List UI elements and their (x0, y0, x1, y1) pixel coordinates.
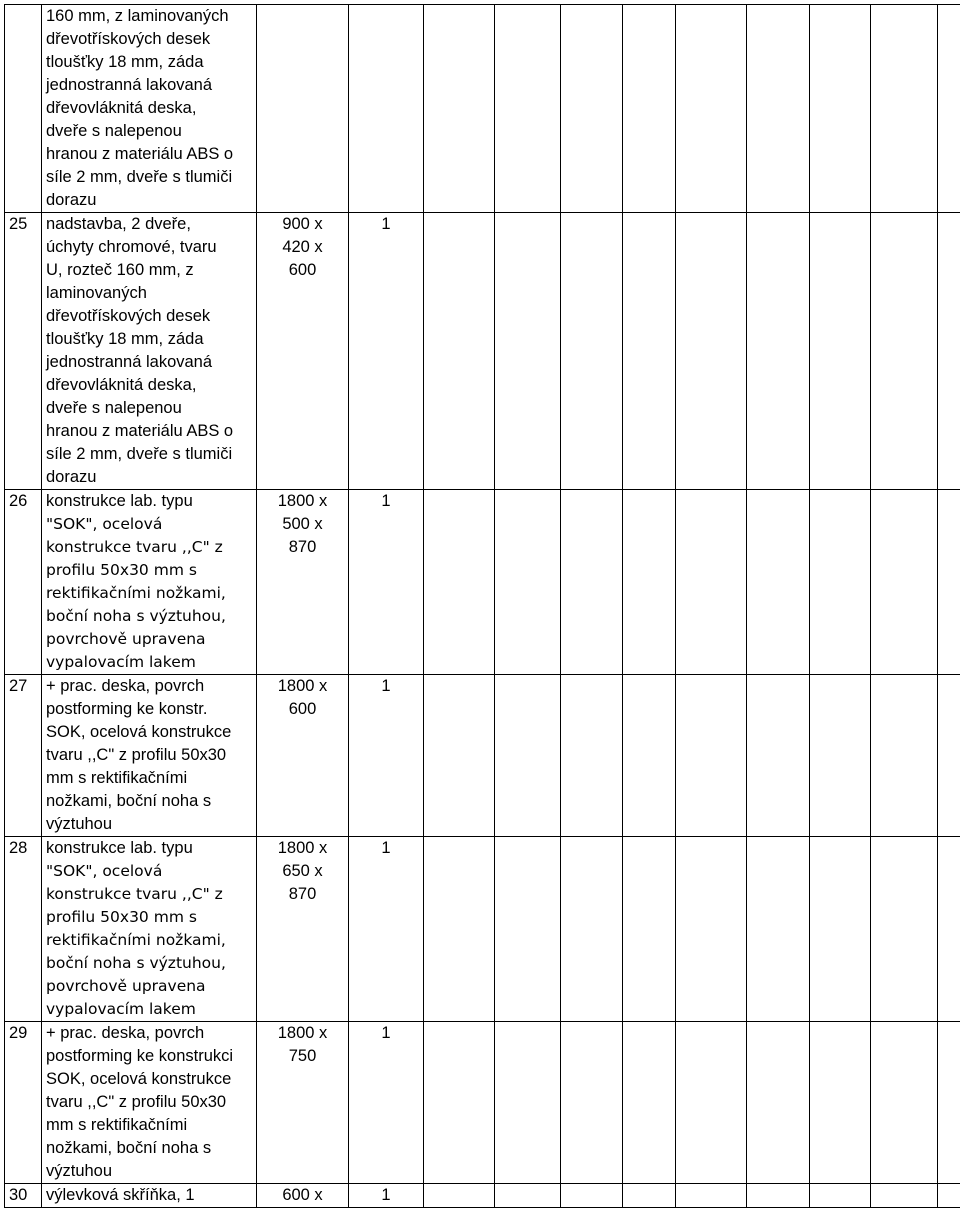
item-number: 26 (5, 490, 42, 675)
empty-cell (747, 837, 810, 1022)
description-line: tloušťky 18 mm, záda (46, 51, 256, 74)
empty-cell (747, 1022, 810, 1184)
description-line: konstrukce lab. typu (46, 490, 256, 513)
description-line: rektifikačními nožkami, (46, 582, 256, 605)
description-line: mm s rektifikačními (46, 1114, 256, 1137)
empty-cell (676, 837, 747, 1022)
empty-cell (747, 675, 810, 837)
empty-cell (871, 213, 938, 490)
table-body (5, 5, 960, 1208)
dimension-line: 1800 x (257, 675, 348, 698)
table-row (5, 5, 960, 213)
description-line: povrchově upravena (46, 628, 256, 651)
item-quantity: 1 (349, 1022, 424, 1184)
empty-cell (495, 5, 561, 213)
description-line: konstrukce lab. typu (46, 837, 256, 860)
dimension-line: 1800 x (257, 490, 348, 513)
description-line: jednostranná lakovaná (46, 351, 256, 374)
item-dimensions (257, 837, 349, 1022)
empty-cell (495, 490, 561, 675)
empty-cell (810, 1022, 871, 1184)
table-row (5, 213, 960, 490)
item-description (42, 1184, 257, 1208)
description-line: dorazu (46, 466, 256, 489)
item-quantity: 1 (349, 1184, 424, 1208)
description-line: hranou z materiálu ABS o (46, 420, 256, 443)
empty-cell (561, 675, 623, 837)
description-line: nožkami, boční noha s (46, 790, 256, 813)
empty-cell (938, 675, 960, 837)
description-line: boční noha s výztuhou, (46, 952, 256, 975)
item-dimensions (257, 5, 349, 213)
description-line: jednostranná lakovaná (46, 74, 256, 97)
description-line: výlevková skříňka, 1 (46, 1184, 256, 1207)
description-line: síle 2 mm, dveře s tlumiči (46, 443, 256, 466)
dimension-line: 600 (257, 259, 348, 282)
description-line: 160 mm, z laminovaných (46, 5, 256, 28)
empty-cell (810, 490, 871, 675)
empty-cell (747, 213, 810, 490)
empty-cell (424, 213, 495, 490)
description-line: výztuhou (46, 1160, 256, 1183)
empty-cell (495, 837, 561, 1022)
empty-cell (938, 490, 960, 675)
description-line: boční noha s výztuhou, (46, 605, 256, 628)
description-line: vypalovacím lakem (46, 651, 256, 674)
empty-cell (810, 837, 871, 1022)
description-line: konstrukce tvaru ,,C" z (46, 536, 256, 559)
description-line: nožkami, boční noha s (46, 1137, 256, 1160)
empty-cell (424, 675, 495, 837)
empty-cell (810, 1184, 871, 1208)
description-line: dřevotřískových desek (46, 305, 256, 328)
description-line: profilu 50x30 mm s (46, 559, 256, 582)
description-line: postforming ke konstr. (46, 698, 256, 721)
empty-cell (561, 1184, 623, 1208)
description-line: dřevotřískových desek (46, 28, 256, 51)
item-number: 29 (5, 1022, 42, 1184)
empty-cell (871, 675, 938, 837)
dimension-line: 870 (257, 883, 348, 906)
item-number: 25 (5, 213, 42, 490)
specification-table (4, 4, 960, 1208)
description-line: SOK, ocelová konstrukce (46, 721, 256, 744)
dimension-line: 1800 x (257, 837, 348, 860)
empty-cell (424, 1184, 495, 1208)
description-line: dveře s nalepenou (46, 397, 256, 420)
dimension-line: 600 x (257, 1184, 348, 1207)
empty-cell (424, 837, 495, 1022)
dimension-line: 600 (257, 698, 348, 721)
item-quantity: 1 (349, 837, 424, 1022)
table-row (5, 1184, 960, 1208)
item-quantity (349, 5, 424, 213)
description-line: SOK, ocelová konstrukce (46, 1068, 256, 1091)
empty-cell (561, 837, 623, 1022)
table-row (5, 675, 960, 837)
description-line: postforming ke konstrukci (46, 1045, 256, 1068)
empty-cell (871, 5, 938, 213)
description-line: dřevovláknitá deska, (46, 374, 256, 397)
item-quantity: 1 (349, 490, 424, 675)
empty-cell (623, 1184, 676, 1208)
dimension-line: 650 x (257, 860, 348, 883)
table-row (5, 1022, 960, 1184)
item-quantity: 1 (349, 675, 424, 837)
item-number: 30 (5, 1184, 42, 1208)
item-dimensions (257, 490, 349, 675)
empty-cell (623, 675, 676, 837)
empty-cell (561, 1022, 623, 1184)
description-line: + prac. deska, povrch (46, 675, 256, 698)
empty-cell (561, 213, 623, 490)
table-row (5, 837, 960, 1022)
description-line: mm s rektifikačními (46, 767, 256, 790)
empty-cell (623, 490, 676, 675)
empty-cell (871, 1184, 938, 1208)
item-dimensions (257, 1184, 349, 1208)
empty-cell (747, 5, 810, 213)
description-line: dveře s nalepenou (46, 120, 256, 143)
description-line: síle 2 mm, dveře s tlumiči (46, 166, 256, 189)
empty-cell (871, 490, 938, 675)
empty-cell (424, 5, 495, 213)
description-line: + prac. deska, povrch (46, 1022, 256, 1045)
description-line: povrchově upravena (46, 975, 256, 998)
description-line: "SOK", ocelová (46, 513, 256, 536)
empty-cell (871, 1022, 938, 1184)
description-line: rektifikačními nožkami, (46, 929, 256, 952)
empty-cell (495, 1184, 561, 1208)
empty-cell (810, 675, 871, 837)
item-dimensions (257, 213, 349, 490)
empty-cell (810, 5, 871, 213)
description-line: výztuhou (46, 813, 256, 836)
item-number: 27 (5, 675, 42, 837)
description-line: hranou z materiálu ABS o (46, 143, 256, 166)
description-line: nadstavba, 2 dveře, (46, 213, 256, 236)
description-line: "SOK", ocelová (46, 860, 256, 883)
empty-cell (676, 490, 747, 675)
item-description (42, 5, 257, 213)
item-description (42, 837, 257, 1022)
item-description (42, 1022, 257, 1184)
empty-cell (938, 837, 960, 1022)
empty-cell (623, 1022, 676, 1184)
description-line: profilu 50x30 mm s (46, 906, 256, 929)
description-line: úchyty chromové, tvaru (46, 236, 256, 259)
empty-cell (676, 1184, 747, 1208)
table-row (5, 490, 960, 675)
empty-cell (676, 213, 747, 490)
description-line: dřevovláknitá deska, (46, 97, 256, 120)
empty-cell (938, 1022, 960, 1184)
empty-cell (495, 1022, 561, 1184)
item-dimensions (257, 675, 349, 837)
description-line: dorazu (46, 189, 256, 212)
item-dimensions (257, 1022, 349, 1184)
dimension-line: 870 (257, 536, 348, 559)
dimension-line: 900 x (257, 213, 348, 236)
empty-cell (938, 213, 960, 490)
empty-cell (810, 213, 871, 490)
description-line: laminovaných (46, 282, 256, 305)
description-line: tvaru ,,C" z profilu 50x30 (46, 744, 256, 767)
description-line: tvaru ,,C" z profilu 50x30 (46, 1091, 256, 1114)
empty-cell (424, 1022, 495, 1184)
empty-cell (938, 1184, 960, 1208)
description-line: konstrukce tvaru ,,C" z (46, 883, 256, 906)
empty-cell (495, 213, 561, 490)
dimension-line: 420 x (257, 236, 348, 259)
empty-cell (676, 675, 747, 837)
empty-cell (424, 490, 495, 675)
dimension-line: 750 (257, 1045, 348, 1068)
empty-cell (561, 490, 623, 675)
dimension-line: 500 x (257, 513, 348, 536)
item-number (5, 5, 42, 213)
empty-cell (938, 5, 960, 213)
description-line: vypalovacím lakem (46, 998, 256, 1021)
item-description (42, 213, 257, 490)
empty-cell (747, 1184, 810, 1208)
empty-cell (623, 837, 676, 1022)
item-number: 28 (5, 837, 42, 1022)
empty-cell (495, 675, 561, 837)
description-line: tloušťky 18 mm, záda (46, 328, 256, 351)
item-description (42, 490, 257, 675)
item-quantity: 1 (349, 213, 424, 490)
empty-cell (676, 5, 747, 213)
empty-cell (747, 490, 810, 675)
description-line: U, rozteč 160 mm, z (46, 259, 256, 282)
empty-cell (623, 5, 676, 213)
empty-cell (871, 837, 938, 1022)
empty-cell (561, 5, 623, 213)
item-description (42, 675, 257, 837)
empty-cell (676, 1022, 747, 1184)
dimension-line: 1800 x (257, 1022, 348, 1045)
empty-cell (623, 213, 676, 490)
